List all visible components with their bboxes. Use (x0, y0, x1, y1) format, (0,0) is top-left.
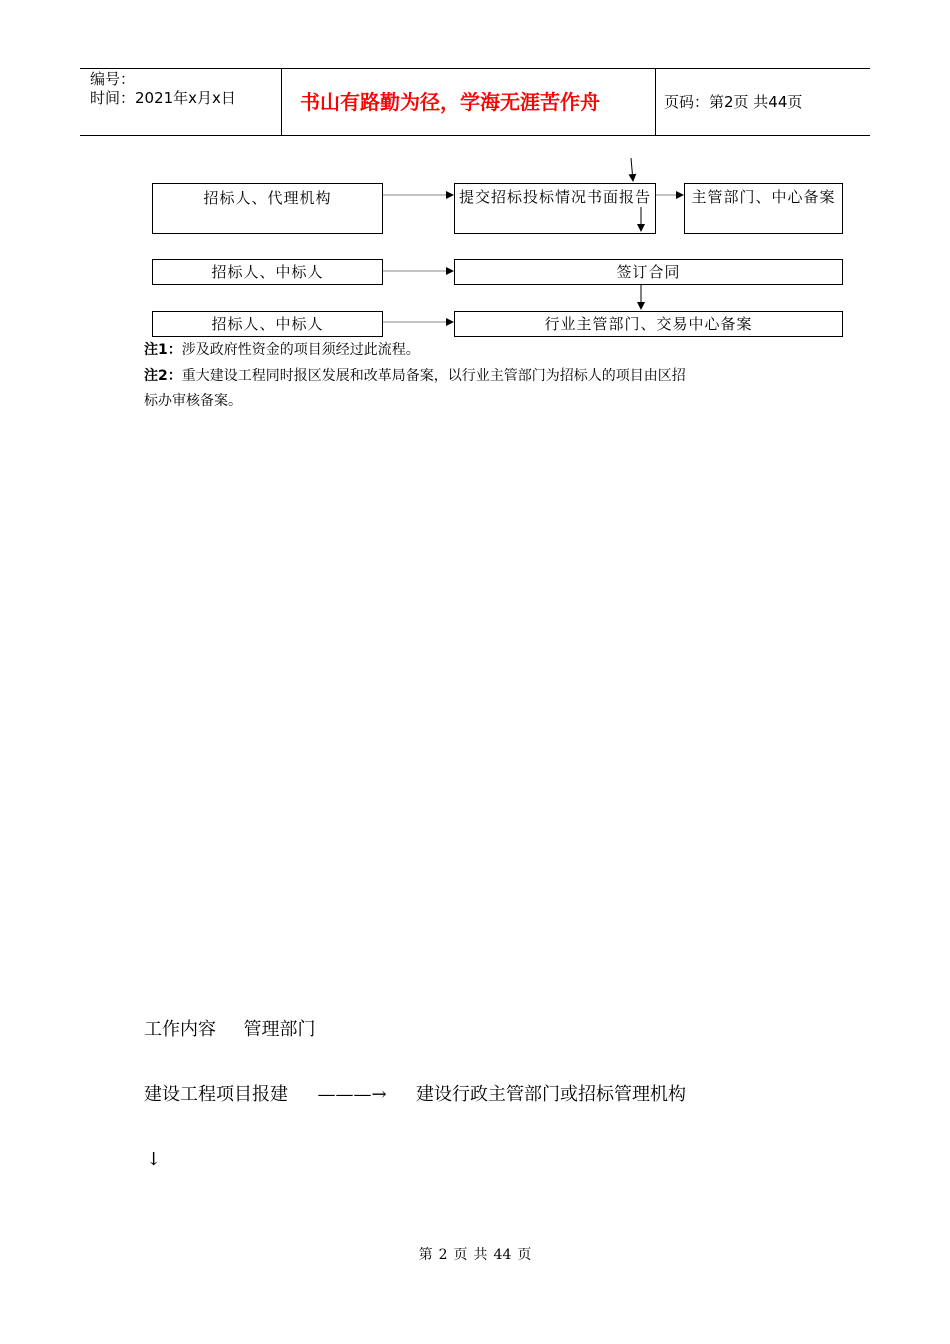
flow-box-label: 招标人、代理机构 (203, 189, 332, 207)
footer-total: 44 (493, 1247, 512, 1263)
note-2 (144, 369, 686, 383)
project-registration-text: 建设工程项目报建 (144, 1084, 288, 1105)
header-divider-1 (281, 68, 282, 135)
arrow-into-report (631, 158, 633, 181)
admin-dept-text: 建设行政主管部门或招标管理机构 (416, 1084, 687, 1105)
flow-box-tenderer-agency (152, 183, 383, 234)
note-2-text: 重大建设工程同时报区发展和改革局备案，以行业主管部门为招标人的项目由区招 (181, 368, 686, 384)
down-arrow: ↓ (146, 1149, 162, 1170)
note-1-label: 注1： (144, 342, 182, 358)
flow-box-tenderer-winner (152, 259, 383, 285)
management-dept-label: 管理部门 (243, 1019, 316, 1040)
flow-box-dept-filing (684, 183, 843, 234)
note-2-continued: 标办审核备案。 (144, 393, 242, 409)
flow-box-submit-report (454, 183, 656, 234)
header-top-border (80, 68, 870, 69)
flow-box-label: 主管部门、中心备案 (691, 188, 836, 206)
footer-page: 2 (438, 1247, 448, 1263)
note-2-label: 注2： (144, 368, 182, 384)
flow-box-label: 招标人、中标人 (211, 263, 324, 281)
page-code: 页码：第2页 共44页 (664, 93, 803, 111)
note-1-text: 涉及政府性资金的项目须经过此流程。 (181, 342, 420, 358)
work-content-label: 工作内容 (144, 1019, 216, 1040)
header-bottom-border (80, 135, 870, 136)
flow-box-label: 提交招标投标情况书面报告 (459, 188, 652, 206)
note-1 (144, 343, 420, 357)
flow-box-label: 行业主管部门、交易中心备案 (544, 315, 753, 333)
work-content-line (144, 1021, 315, 1039)
page-footer (0, 1248, 950, 1262)
flow-arrow-text: ———→ (317, 1084, 387, 1105)
project-registration-line (144, 1086, 686, 1104)
date-line: 时间：2021年x月x日 (90, 89, 236, 107)
flow-box-industry-filing (454, 311, 843, 337)
header-divider-2 (655, 68, 656, 135)
footer-mid2: 共 (473, 1247, 488, 1263)
flow-box-label: 招标人、中标人 (211, 315, 324, 333)
flow-box-sign-contract (454, 259, 843, 285)
flow-box-label: 签订合同 (616, 263, 681, 281)
footer-suffix: 页 (517, 1247, 532, 1263)
footer-mid1: 页 (453, 1247, 468, 1263)
flow-box-tenderer-winner-2 (152, 311, 383, 337)
header-slogan: 书山有路勤为径，学海无涯苦作舟 (300, 90, 600, 114)
footer-prefix: 第 (418, 1247, 433, 1263)
serial-label: 编号： (90, 70, 136, 88)
